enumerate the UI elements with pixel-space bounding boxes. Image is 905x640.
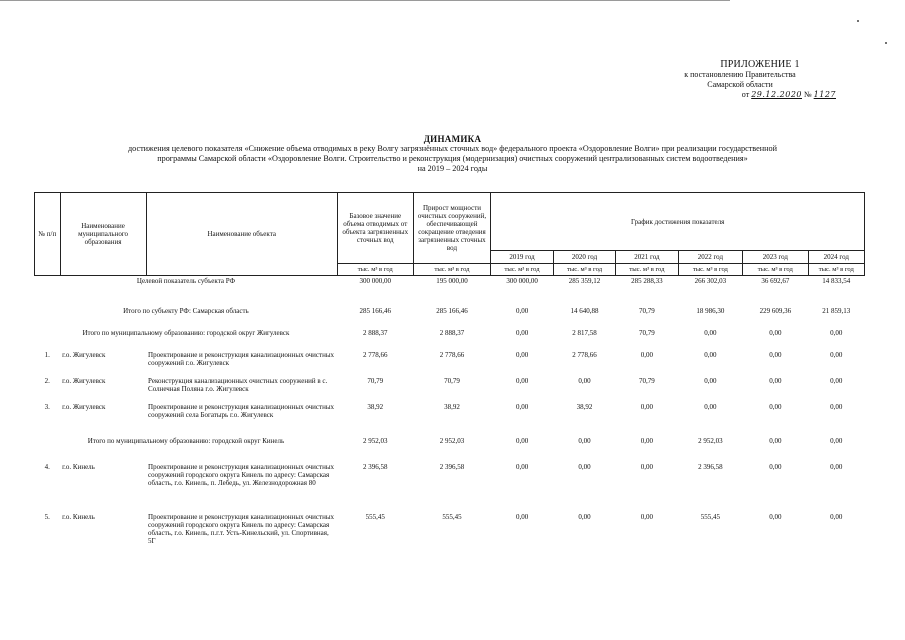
value-cell: 2 952,03: [363, 436, 388, 445]
value-cell: 285 166,46: [436, 306, 468, 315]
appendix-line: к постановлению Правительства: [684, 70, 796, 79]
value-cell: 0,00: [515, 350, 529, 359]
group-total-row: [35, 436, 865, 462]
value-cell: 2 952,03: [439, 436, 465, 445]
value-cell: 2 396,58: [439, 462, 465, 471]
value-cell: 300 000,00: [337, 276, 413, 306]
row-municipality: г.о. Жигулевск: [62, 376, 106, 385]
value-cell: 0,00: [704, 350, 717, 359]
value-cell: 0,00: [578, 512, 591, 521]
row-object: Проектирование и реконструкция канализационных очистных сооружений городского округа Кинель по адресу: Самарская область, г.о. Кинель, п.г.т. Усть-Кинельский, ул. Спортивная, 5Г: [148, 512, 335, 545]
value-cell: 70,79: [444, 376, 460, 385]
value-cell: 38,92: [576, 402, 593, 411]
header-base: Базовое значение объема отводимых от объекта загрязненных сточных вод: [337, 193, 413, 264]
group-total-row: [35, 328, 865, 350]
header-unit: тыс. м³ в год: [337, 264, 413, 276]
heading-title: ДИНАМИКА: [423, 134, 482, 144]
value-cell: 14 833,54: [808, 276, 864, 306]
value-cell: 2 952,03: [698, 436, 723, 445]
value-cell: 2 778,66: [439, 350, 465, 359]
appendix-line: Самарской области: [707, 80, 773, 89]
value-cell: 70,79: [639, 376, 655, 385]
appendix-date-line: [640, 90, 840, 100]
value-cell: 70,79: [639, 328, 655, 337]
value-cell: 70,79: [367, 376, 384, 385]
value-cell: 0,00: [578, 462, 591, 471]
value-cell: 38,92: [444, 402, 460, 411]
value-cell: 0,00: [640, 436, 654, 445]
value-cell: 2 817,58: [572, 328, 597, 337]
row-number: 3.: [44, 402, 50, 411]
row-number: 1.: [44, 350, 50, 359]
handwritten-date: 29.12.2020: [751, 90, 802, 99]
value-cell: 2 396,58: [698, 462, 723, 471]
value-cell: 0,00: [578, 376, 591, 385]
table-row: [35, 376, 865, 402]
appendix-title: ПРИЛОЖЕНИЕ 1: [720, 59, 800, 70]
value-cell: 2 888,37: [363, 328, 388, 337]
heading-line: на 2019 – 2024 годы: [417, 164, 488, 173]
number-sign: №: [804, 90, 812, 99]
row-object: Проектирование и реконструкция канализационных очистных сооружений г.о. Жигулевск: [148, 350, 335, 367]
value-cell: 2 396,58: [363, 462, 388, 471]
value-cell: 18 986,30: [696, 306, 725, 315]
value-cell: 0,00: [640, 462, 654, 471]
value-cell: 21 859,13: [822, 306, 851, 315]
header-num: № п/п: [35, 193, 61, 276]
handwritten-number: 1127: [813, 90, 836, 99]
table-row: [35, 350, 865, 376]
row-number: 5.: [44, 512, 50, 521]
header-year: 2022 год: [678, 251, 742, 264]
value-cell: 36 692,67: [743, 276, 808, 306]
header-growth: Прирост мощности очистных сооружений, обеспечивающей сокращение отведения загрязненных сточных вод: [413, 193, 491, 264]
value-cell: 0,00: [515, 462, 529, 471]
header-unit: тыс. м³ в год: [678, 264, 742, 276]
value-cell: 555,45: [365, 512, 385, 521]
row-municipality: г.о. Кинель: [62, 512, 95, 521]
header-unit: тыс. м³ в год: [808, 264, 864, 276]
row-number: 2.: [44, 376, 50, 385]
value-cell: 0,00: [830, 402, 843, 411]
value-cell: 14 640,88: [570, 306, 599, 315]
value-cell: 2 888,37: [439, 328, 465, 337]
value-cell: 0,00: [769, 462, 782, 471]
value-cell: 0,00: [769, 350, 782, 359]
value-cell: 300 000,00: [491, 276, 553, 306]
row-object: Реконструкция канализационных очистных сооружений в с. Солнечная Поляна г.о. Жигулевск: [148, 376, 328, 393]
heading-line: достижения целевого показателя «Снижение объема отводимых в реку Волгу загрязнённых сточных вод» федерального проекта «Оздоровление Волги» при реализации государственной: [127, 144, 777, 153]
value-cell: 0,00: [830, 328, 843, 337]
value-cell: 285 359,12: [553, 276, 615, 306]
value-cell: 0,00: [830, 436, 843, 445]
value-cell: 555,45: [700, 512, 720, 521]
scan-speck: [885, 42, 887, 44]
value-cell: 0,00: [515, 436, 529, 445]
target-row: [35, 276, 865, 306]
value-cell: 285 288,33: [616, 276, 678, 306]
value-cell: 0,00: [640, 350, 654, 359]
value-cell: 2 778,66: [572, 350, 597, 359]
value-cell: 229 609,36: [759, 306, 792, 315]
value-cell: 195 000,00: [413, 276, 491, 306]
value-cell: 555,45: [442, 512, 462, 521]
row-object: Проектирование и реконструкция канализационных очистных сооружений городского округа Кинель по адресу: Самарская область, г.о. Кинель, п. Лебедь, ул. Железнодорожная 80: [148, 462, 335, 487]
value-cell: 0,00: [830, 512, 843, 521]
value-cell: 0,00: [769, 402, 782, 411]
value-cell: 38,92: [367, 402, 384, 411]
value-cell: 0,00: [578, 436, 591, 445]
value-cell: 0,00: [515, 376, 529, 385]
value-cell: 285 166,46: [359, 306, 391, 315]
group-total-label: Итого по муниципальному образованию: городской округ Жигулевск: [82, 328, 290, 337]
value-cell: 0,00: [704, 376, 717, 385]
value-cell: 0,00: [769, 512, 782, 521]
table-row: [35, 402, 865, 436]
value-cell: 0,00: [830, 462, 843, 471]
table-row: [35, 512, 865, 564]
value-cell: 0,00: [704, 328, 717, 337]
scan-speck: [857, 20, 859, 22]
header-schedule: График достижения показателя: [491, 193, 865, 251]
value-cell: 0,00: [769, 436, 782, 445]
value-cell: 0,00: [830, 350, 843, 359]
header-unit: тыс. м³ в год: [413, 264, 491, 276]
value-cell: 0,00: [830, 376, 843, 385]
date-prefix: от: [741, 90, 750, 99]
header-year: 2023 год: [743, 251, 808, 264]
header-year: 2019 год: [491, 251, 553, 264]
value-cell: 2 778,66: [363, 350, 388, 359]
total-label: Итого по субъекту РФ: Самарская область: [123, 306, 249, 315]
row-municipality: г.о. Жигулевск: [62, 402, 106, 411]
row-object: Проектирование и реконструкция канализационных очистных сооружений села Богатырь г.о. Жигулевск: [148, 402, 335, 419]
row-number: 4.: [44, 462, 50, 471]
value-cell: 0,00: [515, 306, 529, 315]
value-cell: 0,00: [640, 512, 654, 521]
header-year: 2021 год: [616, 251, 678, 264]
table-row: [35, 462, 865, 512]
header-unit: тыс. м³ в год: [616, 264, 678, 276]
header-year: 2024 год: [808, 251, 864, 264]
header-unit: тыс. м³ в год: [743, 264, 808, 276]
dynamics-table-wrap: [34, 192, 865, 564]
row-municipality: г.о. Кинель: [62, 462, 95, 471]
value-cell: 70,79: [639, 306, 655, 315]
header-year: 2020 год: [553, 251, 615, 264]
row-municipality: г.о. Жигулевск: [62, 350, 106, 359]
value-cell: 0,00: [515, 512, 529, 521]
value-cell: 0,00: [640, 402, 654, 411]
value-cell: 0,00: [515, 328, 529, 337]
heading-line: программы Самарской области «Оздоровление Волги. Строительство и реконструкция (модернизация) очистных сооружений централизованных систем водоотведения»: [157, 154, 748, 163]
target-label: Целевой показатель субъекта РФ: [35, 276, 338, 306]
header-municipality: Наименование муниципального образования: [60, 193, 146, 276]
header-unit: тыс. м³ в год: [553, 264, 615, 276]
scan-edge-line: [0, 0, 730, 1]
value-cell: 0,00: [704, 402, 717, 411]
dynamics-table: [34, 192, 865, 564]
header-unit: тыс. м³ в год: [491, 264, 553, 276]
header-object: Наименование объекта: [146, 193, 337, 276]
value-cell: 266 302,03: [678, 276, 742, 306]
appendix-block: [640, 60, 840, 100]
group-total-label: Итого по муниципальному образованию: городской округ Кинель: [87, 436, 285, 445]
value-cell: 0,00: [515, 402, 529, 411]
total-row: [35, 306, 865, 328]
document-heading: [20, 134, 885, 174]
value-cell: 0,00: [769, 328, 782, 337]
value-cell: 0,00: [769, 376, 782, 385]
